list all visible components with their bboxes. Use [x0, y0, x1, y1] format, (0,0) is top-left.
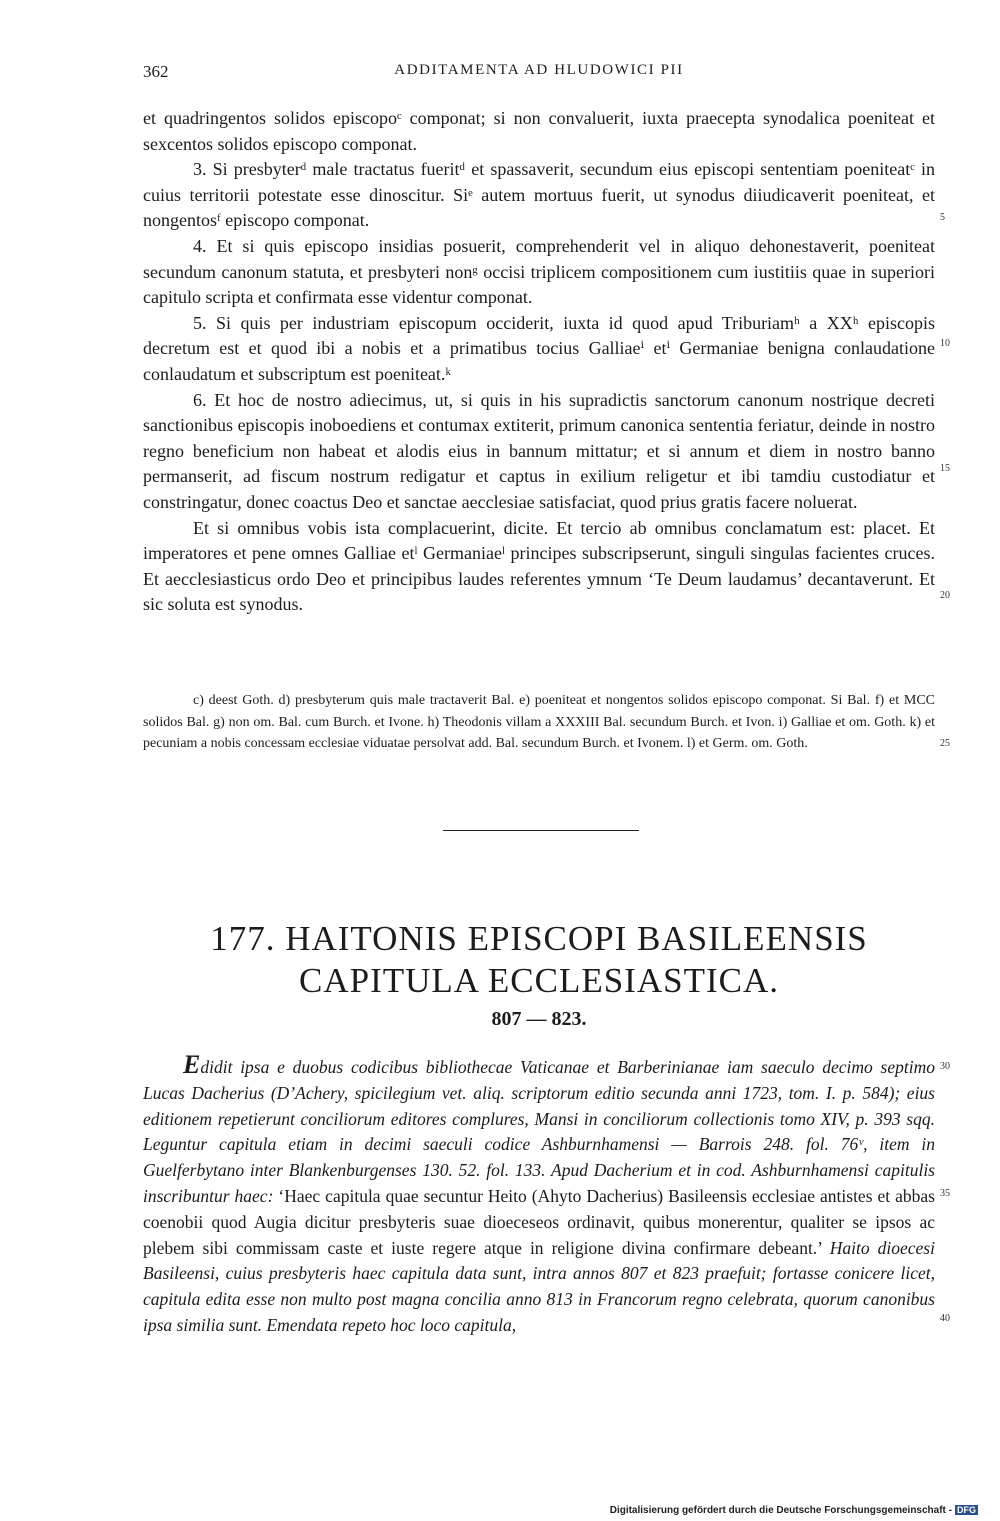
paragraph-1: et quadringentos solidos episcopoᶜ componat; si non convaluerit, iuxta praecepta synodalica poeniteat et sexcentos solidos episcopo componat. [143, 108, 935, 154]
credit-text: Digitalisierung gefördert durch die Deutsche Forschungsgemeinschaft - [609, 1505, 952, 1516]
intro-quotation: ‘Haec capitula quae secuntur Heito (Ahyto Dacherius) Basileensis ecclesiae antistes et abbas coenobii quod Augia dicitur presbyteris suae dioeceseos ordinavit, quibus monerentur, qualiter se ipsos ac plebem sibi commissam caste et iuste regere atque in religione divina confirmare debeant.’ [143, 1185, 935, 1258]
section-title [143, 918, 935, 1002]
paragraph-3: 3. Si presbyterᵈ male tractatus fueritᵈ et spassaverit, secundum eius episcopi sententiam poeniteatᶜ in cuius territorii potestate esse dinoscitur. Siᵉ autem mortuus fuerit, ut synodus diiudicaverit poeniteat, et nongentosᶠ episcopo componat. [143, 159, 935, 231]
paragraph-4: 4. Et si quis episcopo insidias posuerit, comprehenderit vel in aliquo dehonestaverit, poeniteat secundum canonum statuta, et presbyteri nonᵍ occisi triplicem compositionem cum iustitiis quae in superiori capitulo scripta et confirmata esse videntur componat. [143, 235, 935, 308]
dfg-logo: DFG [957, 1505, 976, 1515]
line-number: 15 [940, 463, 950, 474]
digitization-credit [610, 1505, 978, 1516]
section-divider [443, 830, 639, 831]
footnotes [143, 690, 935, 755]
running-title: ADDITAMENTA AD HLUDOWICI PII [394, 62, 684, 78]
editorial-introduction [143, 1052, 935, 1339]
line-number: 35 [940, 1188, 950, 1199]
line-number: 20 [940, 590, 950, 601]
line-number: 30 [940, 1061, 950, 1072]
line-number: 40 [940, 1313, 950, 1324]
drop-cap: E [183, 1050, 201, 1079]
main-text [143, 106, 935, 618]
line-number: 5 [940, 212, 945, 223]
intro-text-b: Haito dioecesi Basileensi, cuius presbyteris haec capitula data sunt, intra annos 807 et 823 praefuit; fortasse conicere licet, capitula edita esse non multo post magna concilia anno 813 in Francorum regno celebrata, quorum canonibus ipsa similia sunt. Emendata repeto hoc loco capitula, [143, 1237, 935, 1335]
line-number: 10 [940, 338, 950, 349]
page-number: 362 [143, 62, 169, 81]
paragraph-closing: Et si omnibus vobis ista complacuerint, dicite. Et tercio ab omnibus conclamatum est: placet. Et imperatores et pene omnes Galliae etˡ Germaniaeˡ principes subscripserunt, singuli singulas facientes cruces. Et aecclesiasticus ordo Deo et principibus laudes referentes ymnum ‘Te Deum laudamus’ decantaverunt. Et sic soluta est synodus. [143, 517, 935, 615]
page-header [143, 62, 935, 86]
intro-text-a: didit ipsa e duobus codicibus bibliothecae Vaticanae et Barberinianae iam saeculo decimo septimo Lucas Dacherius (D’Achery, spicilegium vet. aliq. scriptorum editio secunda anni 1723, tom. I. p. 584); eius editionem repetierunt conciliorum editores complures, Mansi in conciliorum collectionis tomo XIV, p. 393 sqq. Leguntur capitula etiam in decimi saeculi codice Ashburnhamensi — Barrois 248. fol. 76ᵛ, item in Guelferbytano inter Blankenburgenses 130. 52. fol. 133. Apud Dacherium et in cod. Ashburnhamensi capitulis inscribuntur haec: [143, 1057, 935, 1206]
paragraph-5: 5. Si quis per industriam episcopum occiderit, iuxta id quod apud Triburiamʰ a XXʰ episcopis decretum est et quod ibi a nobis et a primatibus tocius Galliaeⁱ etⁱ Germaniae benigna conlaudatione conlaudatum et subscriptum est poeniteat.ᵏ [143, 312, 935, 384]
section-title-line-1: 177. HAITONIS EPISCOPI BASILEENSIS [210, 919, 868, 958]
paragraph-6: 6. Et hoc de nostro adiecimus, ut, si quis in his supradictis sanctorum canonum nostrique decreti sanctionibus episcopis inoboediens et contumax extiterit, primum canonica sententia feriatur, deinde in nostro regno beneficium non habeat et alodis eius in bannum mittatur; et si annum et diem in nostro banno permanserit, ad fiscum nostrum redigatur et captus in exilium religetur et ibi tamdiu custodiatur et constringatur, donec coactus Deo et sanctae aecclesiae satisfaciat, quod prius gratis facere noluerat. [143, 389, 935, 512]
line-number: 25 [940, 738, 950, 749]
section-date: 807 — 823. [491, 1008, 587, 1030]
section-title-line-2: CAPITULA ECCLESIASTICA. [299, 961, 779, 1000]
footnote-text: c) deest Goth. d) presbyterum quis male tractaverit Bal. e) poeniteat et nongentos solidos episcopo componat. Si Bal. f) et MCC solidos Bal. g) non om. Bal. cum Burch. et Ivone. h) Theodonis villam a XXXIII Bal. secundum Burch. et Ivon. i) Galliae et om. Goth. k) et pecuniam a nobis concessam ecclesiae viduatae persolvat add. Bal. secundum Burch. et Ivonem. l) et Germ. om. Goth. [143, 693, 935, 751]
